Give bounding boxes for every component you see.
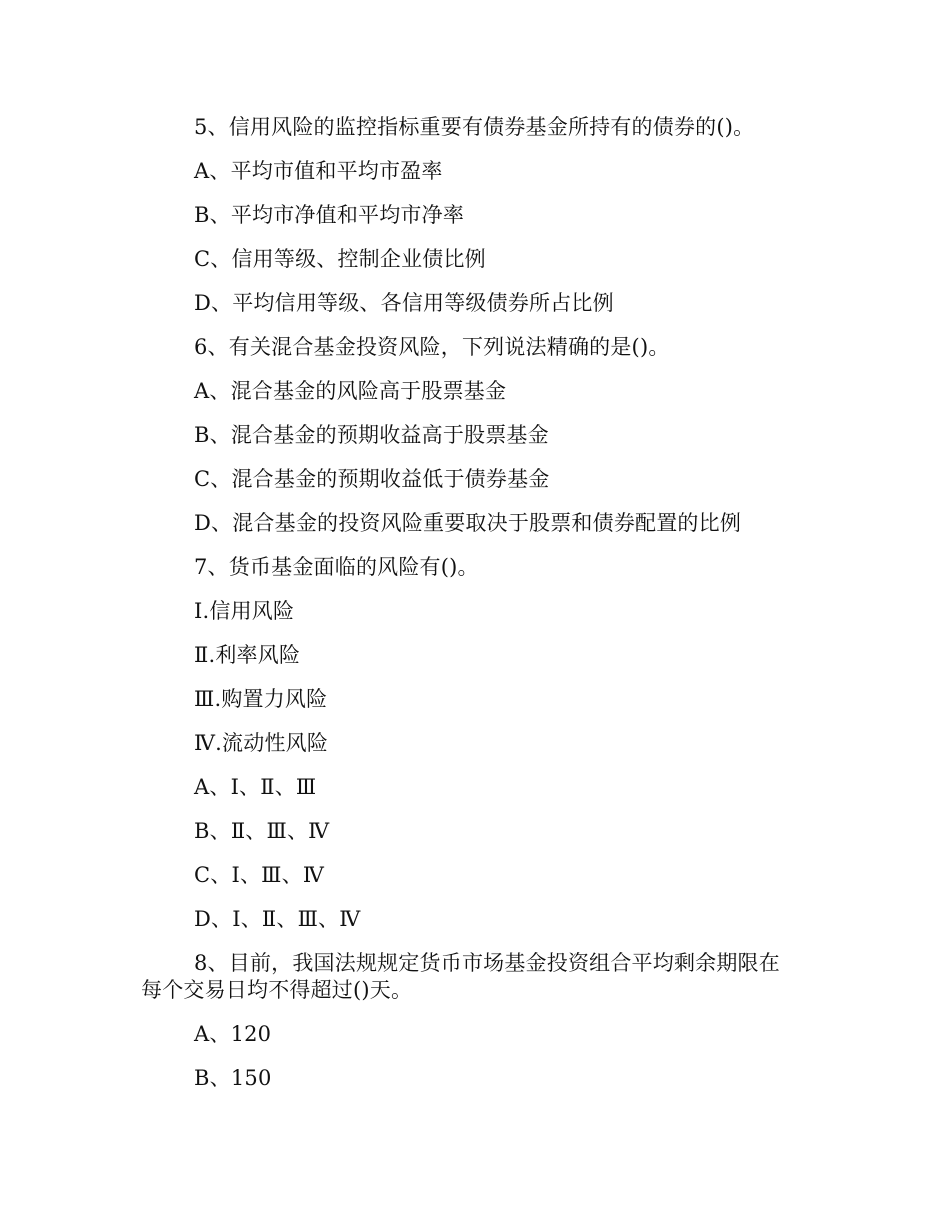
question-5-stem: 5、信用风险的监控指标重要有债券基金所持有的债券的()。 <box>194 115 755 139</box>
question-7-option-b: B、Ⅱ、Ⅲ、Ⅳ <box>194 819 330 843</box>
question-8-option-b: B、150 <box>194 1066 272 1090</box>
question-7-stem: 7、货币基金面临的风险有()。 <box>194 555 479 579</box>
question-7-item-4: Ⅳ.流动性风险 <box>194 731 329 755</box>
question-6-option-d: D、混合基金的投资风险重要取决于股票和债券配置的比例 <box>194 511 742 535</box>
question-8-option-a: A、120 <box>194 1022 272 1046</box>
question-5-option-a: A、平均市值和平均市盈率 <box>194 159 443 183</box>
question-6-option-c: C、混合基金的预期收益低于债券基金 <box>194 467 550 491</box>
question-5-option-d: D、平均信用等级、各信用等级债券所占比例 <box>194 291 614 315</box>
question-7-item-2: Ⅱ.利率风险 <box>194 643 301 667</box>
question-7-item-3: Ⅲ.购置力风险 <box>194 687 328 711</box>
question-5-option-c: C、信用等级、控制企业债比例 <box>194 247 486 271</box>
question-6-option-a: A、混合基金的风险高于股票基金 <box>194 379 507 403</box>
question-7-option-c: C、Ⅰ、Ⅲ、Ⅳ <box>194 863 324 887</box>
question-8-stem-line-1: 8、目前，我国法规规定货币市场基金投资组合平均剩余期限在 <box>194 951 780 975</box>
question-6-stem: 6、有关混合基金投资风险，下列说法精确的是()。 <box>194 335 670 359</box>
question-7-option-a: A、Ⅰ、Ⅱ、Ⅲ <box>194 775 317 799</box>
question-6-option-b: B、混合基金的预期收益高于股票基金 <box>194 423 549 447</box>
question-7-option-d: D、Ⅰ、Ⅱ、Ⅲ、Ⅳ <box>194 907 361 931</box>
question-5-option-b: B、平均市净值和平均市净率 <box>194 203 465 227</box>
question-8-stem-line-2: 每个交易日均不得超过()天。 <box>141 978 413 1002</box>
question-7-item-1: Ⅰ.信用风险 <box>194 599 295 623</box>
